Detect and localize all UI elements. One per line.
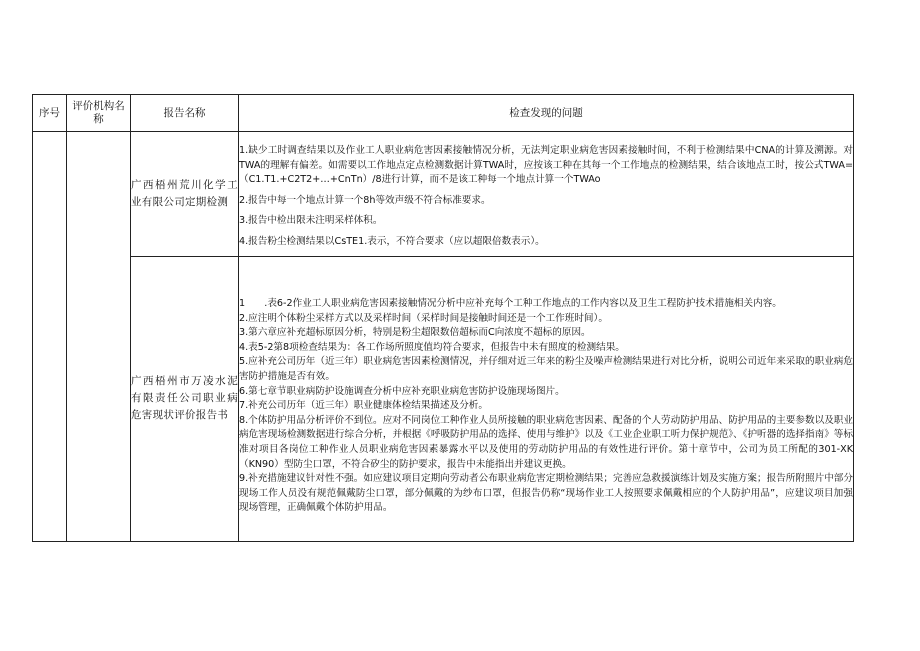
header-org: 评价机构名称 — [67, 95, 131, 132]
table-row — [33, 256, 854, 541]
seq-cell — [33, 132, 67, 542]
issue-item: 4.表5-2第8项检查结果为：各工作场所照度值均符合要求，但报告中未有照度的检测结果。 — [239, 341, 625, 353]
issue-item: 4.报告粉尘检测结果以CsTE1.表示，不符合要求（应以超限倍数表示）。 — [239, 235, 545, 247]
issue-item: 1 .表6-2作业工人职业病危害因素接触情况分析中应补充每个工种工作地点的工作内容以及卫生工程防护技术措施相关内容。 — [239, 298, 782, 310]
issue-item: 7.补充公司历年（近三年）职业健康体检结果描述及分析。 — [239, 400, 488, 412]
inspection-table — [32, 94, 854, 542]
issue-item: 8.个体防护用品分析评价不到位。应对不同岗位工种作业人员所接触的职业病危害因素、配备的个人劳动防护用品、防护用品的主要参数以及职业病危害现场检测数据进行综合分析，并根据《呼吸防护用品的选择、使用与维护》以及《工业企业职工听力保护规范》、《护听器的选择指南》等标准对项目各岗位工种作业人员职业病危害因素暴露水平以及使用的劳动防护用品的有效性进行评价。第十章节中，公司为员工所配的301-XK（KN90）型防尘口罩，不符合矽尘的防护要求，报告中未能指出并建议更换。 — [239, 414, 853, 470]
issue-item: 2.应注明个体粉尘采样方式以及采样时间（采样时间是接触时间还是一个工作班时间）。 — [239, 312, 608, 324]
table-row — [33, 132, 854, 257]
report-name-cell: 广西梧州市万凌水泥有限责任公司职业病危害现状评价报告书 — [131, 256, 239, 541]
issue-item: 9.补充措施建议针对性不强。如应建议项目定期向劳动者公布职业病危害定期检测结果；完善应急救援演练计划及实施方案；报告所附照片中部分现场工作人员没有规范佩戴防尘口罩，部分佩戴的为纱布口罩，但报告仍称“现场作业工人按照要求佩戴相应的个人防护用品”，应建议项目加强现场管理，正确佩戴个体防护用品。 — [239, 473, 853, 514]
issue-item: 1.缺少工时调查结果以及作业工人职业病危害因素接触情况分析，无法判定职业病危害因素接触时间，不利于检测结果中CNA的计算及溯源。对TWA的理解有偏差。如需要以工作地点定点检测数据计算TWA时，应按该工种在其每一个工作地点的检测结果，结合该地点工时，按公式TWA=（C1.T1.+C2T2+…+CnTn）/8进行计算，而不是该工种每一个地点计算一个TWAo — [239, 145, 853, 186]
issue-item: 6.第七章节职业病防护设施调查分析中应补充职业病危害防护设施现场图片。 — [239, 385, 565, 397]
org-cell — [67, 132, 131, 542]
issues-cell — [239, 132, 854, 257]
issue-item: 3.第六章应补充超标原因分析，特别是粉尘超限数倍超标而C向浓度不超标的原因。 — [239, 327, 591, 339]
table-header-row — [33, 95, 854, 132]
issue-item: 2.报告中每一个地点计算一个8h等效声级不符合标准要求。 — [239, 194, 491, 206]
header-seq: 序号 — [33, 95, 67, 132]
issue-item: 3.报告中检出限未注明采样体积。 — [239, 215, 383, 227]
header-report: 报告名称 — [131, 95, 239, 132]
header-issues: 检查发现的问题 — [239, 95, 854, 132]
issue-item: 5.应补充公司历年（近三年）职业病危害因素检测情况，并仔细对近三年来的粉尘及噪声检测结果进行对比分析，说明公司近年来采取的职业病危害防护措施是否有效。 — [239, 356, 853, 383]
report-name-cell: 广西梧州荒川化学工业有限公司定期检测 — [131, 132, 239, 257]
issues-cell — [239, 256, 854, 541]
